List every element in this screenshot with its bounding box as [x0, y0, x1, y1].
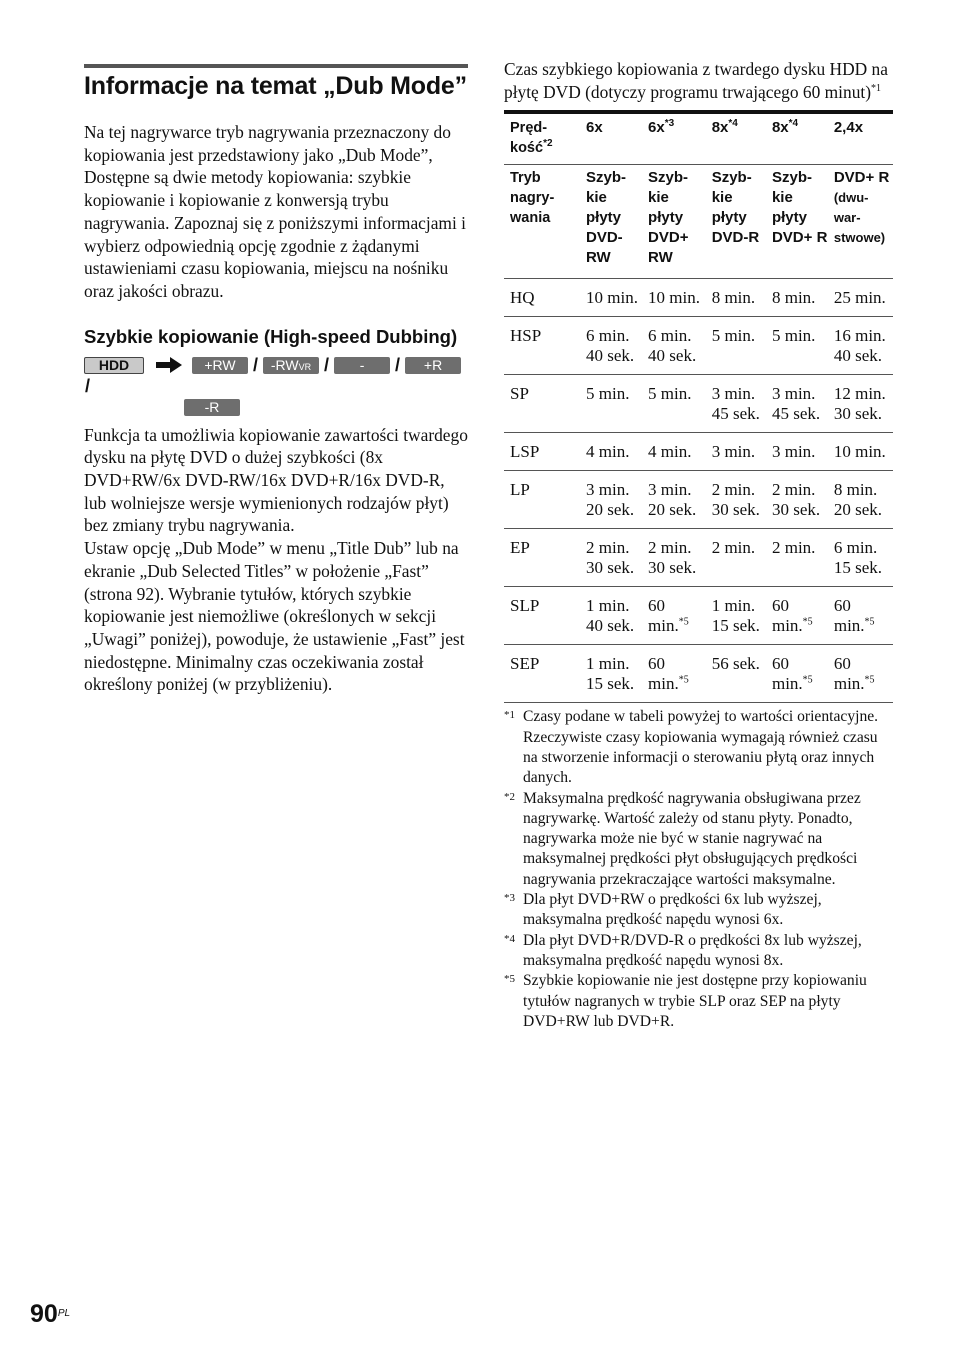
footnote-mark: *4 [504, 932, 515, 945]
table-cell: 25 min. [828, 279, 893, 317]
table-row [504, 471, 893, 529]
table-cell: 3 min. [706, 433, 766, 471]
table-row [504, 645, 893, 703]
minus-rw-vr-badge: -RWVR [263, 357, 319, 374]
table-cell: 60 min.$^{*5}$ [766, 587, 828, 645]
table-cell: 5 min. [766, 317, 828, 375]
table-cell: 16 min. 40 sek. [828, 317, 893, 375]
table-cell: LSP [504, 433, 580, 471]
table-row [504, 375, 893, 433]
table-cell: HQ [504, 279, 580, 317]
table-cell: 3 min. [766, 433, 828, 471]
table-cell: 6 min. 40 sek. [580, 317, 642, 375]
table-cell: 6 min. 40 sek. [642, 317, 706, 375]
table-cell: Szyb-kie płyty DVD+ RW [642, 165, 706, 279]
table-cell: 1 min. 15 sek. [706, 587, 766, 645]
footnote-text: Szybkie kopiowanie nie jest dostępne przy kopiowaniu tytułów nagranych w trybie SLP oraz SEP na płyty DVD+RW lub DVD+R. [523, 972, 867, 1030]
separator: / [253, 354, 259, 375]
media-badges [84, 355, 468, 418]
table-header-cell: $6x^{*3}$ [648, 118, 675, 137]
table-cell: 6 min. 15 sek. [828, 529, 893, 587]
table-cell: 2 min. [766, 529, 828, 587]
table-cell: SEP [504, 645, 580, 703]
table-cell: DVD+ R (dwu-war-stwowe) [828, 165, 893, 279]
table-cell: Szyb-kie płyty DVD-RW [580, 165, 642, 279]
footnotes [504, 707, 894, 1032]
dubbing-time-table [504, 110, 893, 703]
footnote [504, 931, 894, 972]
footnote-text: Dla płyt DVD+RW o prędkości 6x lub wyższej, maksymalna prędkość napędu wynosi 6x. [523, 891, 822, 929]
table-header-cell: 6x [586, 119, 603, 137]
table-cell: 56 sek. [706, 645, 766, 703]
table-header-cell: $8x^{*4}$ [771, 118, 799, 137]
plus-r-badge: +R [405, 357, 461, 374]
table-cell: Tryb nagry-wania [504, 165, 580, 279]
footnote-mark: *1 [504, 709, 515, 722]
table-header-cell: 2,4x [833, 119, 864, 137]
footnote-text: Dla płyt DVD+R/DVD-R o prędkości 8x lub wyższej, maksymalna prędkość napędu wynosi 8x. [523, 931, 862, 969]
table-cell: 5 min. [580, 375, 642, 433]
table-cell: 10 min. [580, 279, 642, 317]
left-column [84, 64, 468, 696]
table-cell: 8 min. [706, 279, 766, 317]
function-paragraph: Funkcja ta umożliwia kopiowanie zawartości twardego dysku na płytę DVD o dużej szybkości (8x DVD+RW/6x DVD-RW/16x DVD+R/16x DVD-R, lub wolniejsze wersje wymienionych rodzajów płyt) bez zmiany trybu nagrywania. [84, 424, 468, 536]
table-cell: 5 min. [706, 317, 766, 375]
plus-rw-badge: +RW [192, 357, 248, 374]
table-cell: 3 min. 20 sek. [642, 471, 706, 529]
minus-rw-video-badge: -RWVideo [334, 357, 390, 374]
footnote-text: Maksymalna prędkość nagrywania obsługiwana przez nagrywarkę. Wartość zależy od stanu płyty. Ponadto, nagrywarka może nie być w stanie nagrywać na maksymalnej prędkości płyt obsługujących prędkości nagrywania przekraczające wartości maksymalne. [523, 789, 861, 888]
footnote [504, 789, 894, 890]
page-number: $90^{PL}$ [30, 1300, 71, 1328]
table-cell: 60 min.$^{*5}$ [766, 645, 828, 703]
table-cell: 60 min.$^{*5}$ [642, 645, 706, 703]
title-rule [84, 64, 468, 68]
table-row [504, 587, 893, 645]
table-cell: 10 min. [828, 433, 893, 471]
minus-r-badge: -R [184, 399, 240, 416]
table-cell: 5 min. [642, 375, 706, 433]
table-cell: 4 min. [642, 433, 706, 471]
table-cell: 60 min.$^{*5}$ [642, 587, 706, 645]
table-cell: 60 min.$^{*5}$ [828, 645, 893, 703]
table-cell: LP [504, 471, 580, 529]
table-cell: Szyb-kie płyty DVD-R [706, 165, 766, 279]
table-row [504, 279, 893, 317]
table-cell: 8 min. [766, 279, 828, 317]
table-cell: EP [504, 529, 580, 587]
table-cell: 3 min. 45 sek. [706, 375, 766, 433]
table-cell: 1 min. 15 sek. [580, 645, 642, 703]
table-row [504, 529, 893, 587]
right-column [504, 58, 894, 1032]
table-header-row [504, 112, 893, 165]
table-header-cell: Pręd-kość$^{*2}$ [510, 120, 553, 157]
table-cell: 10 min. [642, 279, 706, 317]
footnote-text: Czasy podane w tabeli powyżej to wartości orientacyjne. Rzeczywiste czasy kopiowania wymagają również czasu na stworzenie informacji o sterowaniu płytą oraz innych danych. [523, 708, 879, 787]
intro-paragraph: Na tej nagrywarce tryb nagrywania przeznaczony do kopiowania jest przedstawiony jako „Dub Mode”, Dostępne są dwie metody kopiowania: szybkie kopiowanie i kopiowanie z konwersją trybu nagrywania. Zapoznaj się z poniższymi informacjami i wybierz odpowiednią opcję zgodnie z żądanymi ustawieniami czasu kopiowania, miejscu na nośniku oraz jakości obrazu. [84, 122, 466, 301]
section-title: Informacje na temat „Dub Mode” [84, 72, 467, 100]
table-intro: Czas szybkiego kopiowania z twardego dysku HDD na płytę DVD (dotyczy programu trwającego 60 minut)$^{*1}$ [504, 59, 888, 102]
footnote-mark: *5 [504, 973, 515, 986]
separator: / [395, 354, 401, 375]
table-cell: 3 min. 20 sek. [580, 471, 642, 529]
table-cell: 3 min. 45 sek. [766, 375, 828, 433]
table-cell: 2 min. 30 sek. [766, 471, 828, 529]
table-cell: 1 min. 40 sek. [580, 587, 642, 645]
disc-type-row [504, 165, 893, 279]
table-cell: Szyb-kie płyty DVD+ R [766, 165, 828, 279]
separator: / [324, 354, 330, 375]
footnote [504, 971, 894, 1032]
hdd-badge: HDD [84, 357, 144, 374]
table-row [504, 317, 893, 375]
subheading: Szybkie kopiowanie (High-speed Dubbing) [84, 325, 458, 347]
table-header-cell: $8x^{*4}$ [711, 118, 738, 137]
separator: / [85, 375, 91, 396]
footnote-mark: *3 [504, 892, 515, 905]
table-cell: 2 min. [706, 529, 766, 587]
table-cell: 2 min. 30 sek. [642, 529, 706, 587]
table-cell: 8 min. 20 sek. [828, 471, 893, 529]
table-cell: 60 min.$^{*5}$ [828, 587, 893, 645]
table-cell: 2 min. 30 sek. [580, 529, 642, 587]
table-cell: 2 min. 30 sek. [706, 471, 766, 529]
settings-paragraph: Ustaw opcję „Dub Mode” w menu „Title Dub” lub na ekranie „Dub Selected Titles” w położenie „Fast” (strona 92). Wybranie tytułów, których szybkie kopiowanie jest niemożliwe (określonych w sekcji „Uwagi” poniżej), powoduje, że ustawienie „Fast” jest niedostępne. Minimalny czas oczekiwania został określony poniżej (w przybliżeniu). [84, 538, 465, 695]
arrow-right-icon [156, 357, 182, 373]
footnote [504, 707, 894, 788]
table-cell: 12 min. 30 sek. [828, 375, 893, 433]
footnote-mark: *2 [504, 790, 515, 803]
table-row [504, 433, 893, 471]
footnote [504, 890, 894, 931]
table-cell: 4 min. [580, 433, 642, 471]
table-cell: SLP [504, 587, 580, 645]
table-cell: SP [504, 375, 580, 433]
table-cell: HSP [504, 317, 580, 375]
